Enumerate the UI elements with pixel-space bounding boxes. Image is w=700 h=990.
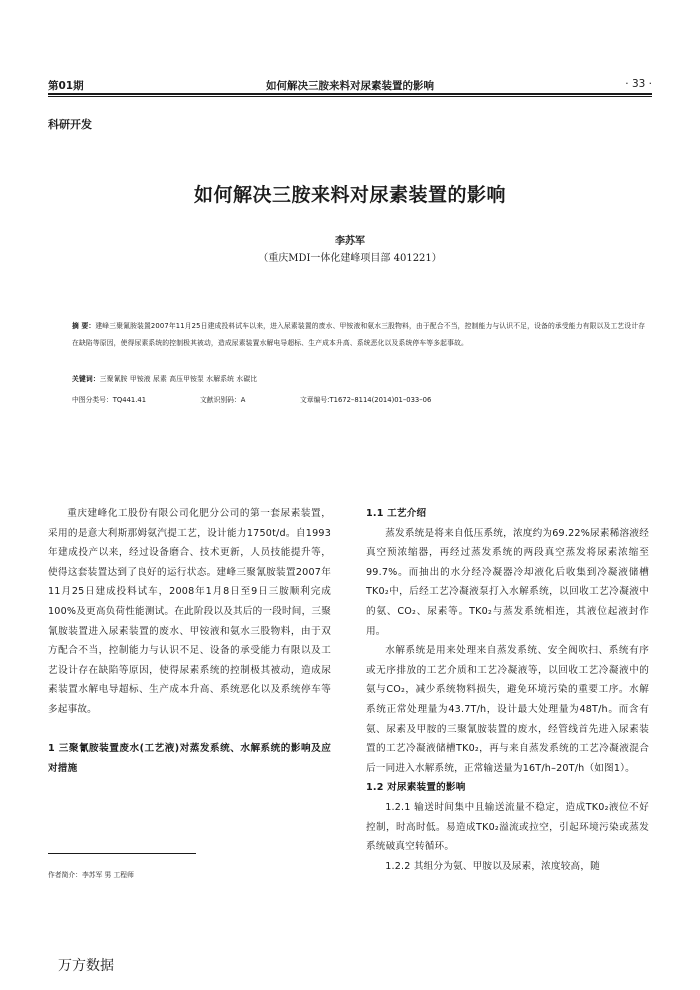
footnote-rule <box>48 853 196 854</box>
header-page-number: · 33 · <box>625 78 652 90</box>
keywords-text: 三聚氰胺 甲铵液 尿素 高压甲铵泵 水解系统 水碳比 <box>99 375 258 383</box>
paragraph-hydrolysis: 水解系统是用来处理来自蒸发系统、安全阀吹扫、系统有序或无序排放的工艺介质和工艺冷凝液等，以回收工艺冷凝液中的氨与CO₂，减少系统物料损失，避免环境污染的重要工序。水解系统正常处理量为43.7T/h，设计最大处理量为48T/h。而含有氨、尿素及甲胺的三聚氰胺装置的废水，经管线首先进入尿素装置的工艺冷凝液储槽TK0₂，再与来自蒸发系统的工艺冷凝液混合后一同进入水解系统，正常输送量为16T/h–20T/h（如图1）。 <box>366 645 649 774</box>
left-column <box>48 504 331 778</box>
header-rule-thick <box>48 93 652 95</box>
clc-number: 中图分类号：TQ441.41 <box>72 396 147 404</box>
author-footnote: 作者简介：李苏军 男 工程师 <box>48 871 134 879</box>
document-code: 文献识别码：A <box>200 396 246 404</box>
header-issue: 第01期 <box>48 80 84 92</box>
paragraph-evaporation: 蒸发系统是将来自低压系统，浓度约为69.22%尿素稀溶液经真空预浓缩器，再经过蒸发系统的两段真空蒸发将尿素浓缩至99.7%。而抽出的水分经冷凝器冷却液化后收集到冷凝液储槽TK0₂中，后经工艺冷凝液泵打入水解系统，以回收工艺冷凝液中的氨、CO₂、尿素等。TK0₂与蒸发系统相连，其液位起液封作用。 <box>366 527 649 637</box>
abstract <box>72 318 652 352</box>
header-running-title: 如何解决三胺来料对尿素装置的影响 <box>266 80 434 92</box>
article-number: 文章编号:T1672–8114(2014)01–033–06 <box>300 396 432 404</box>
intro-paragraph: 重庆建峰化工股份有限公司化肥分公司的第一套尿素装置，采用的是意大利斯那姆氨汽提工艺，设计能力1750t/d。自1993年建成投产以来，经过设备磨合、技术更新，人员技能提升等，使得这套装置达到了良好的运行状态。建峰三聚氰胺装置2007年11月25日建成投料试车，2008年1月8日至9日三胺顺利完成100%及更高负荷性能测试。在此阶段以及其后的一段时间，三聚氰胺装置进入尿素装置的废水、甲铵液和氨水三股物料，由于双方配合不当，控制能力与认识不足、设备的承受能力有限以及工艺设计存在缺陷等原因，使得尿素系统的控制极其被动，造成尿素装置水解电导超标、生产成本升高、系统恶化以及系统停车等多起事故。 <box>48 508 331 715</box>
article-title: 如何解决三胺来料对尿素装置的影响 <box>193 184 506 206</box>
right-column <box>366 504 649 876</box>
author: 李苏军 <box>335 236 365 247</box>
section-heading-1-1: 1.1 工艺介绍 <box>366 508 427 519</box>
paragraph-1-2-2: 1.2.2 其组分为氨、甲胺以及尿素，浓度较高，随 <box>385 860 600 872</box>
section-tag: 科研开发 <box>48 118 92 131</box>
keywords-label: 关键词： <box>72 375 100 383</box>
keywords <box>72 373 257 383</box>
abstract-text: 建峰三聚氰胺装置2007年11月25日建成投料试车以来，进入尿素装置的废水、甲铵液和氨水三股物料，由于配合不当，控制能力与认识不足，设备的承受能力有限以及工艺设计存在缺陷等原因，使得尿素系统的控制极其被动，造成尿素装置水解电导超标、生产成本升高、系统恶化以及系统停车等多起事故。 <box>72 322 646 347</box>
wanfang-watermark: 万方数据 <box>58 958 114 974</box>
header-rule-thin <box>48 96 652 97</box>
section-heading-1-2: 1.2 对尿素装置的影响 <box>366 782 466 794</box>
abstract-label: 摘 要： <box>72 322 96 330</box>
affiliation: （重庆MDI一体化建峰项目部 401221） <box>258 253 442 264</box>
section-heading-1: 1 三聚氰胺装置废水(工艺液)对蒸发系统、水解系统的影响及应对措施 <box>48 743 331 774</box>
paragraph-1-2-1: 1.2.1 输送时间集中且输送流量不稳定，造成TK0₂液位不好控制，时高时低。易造成TK0₂溢流或拉空，引起环境污染或蒸发系统破真空转循环。 <box>366 801 649 853</box>
